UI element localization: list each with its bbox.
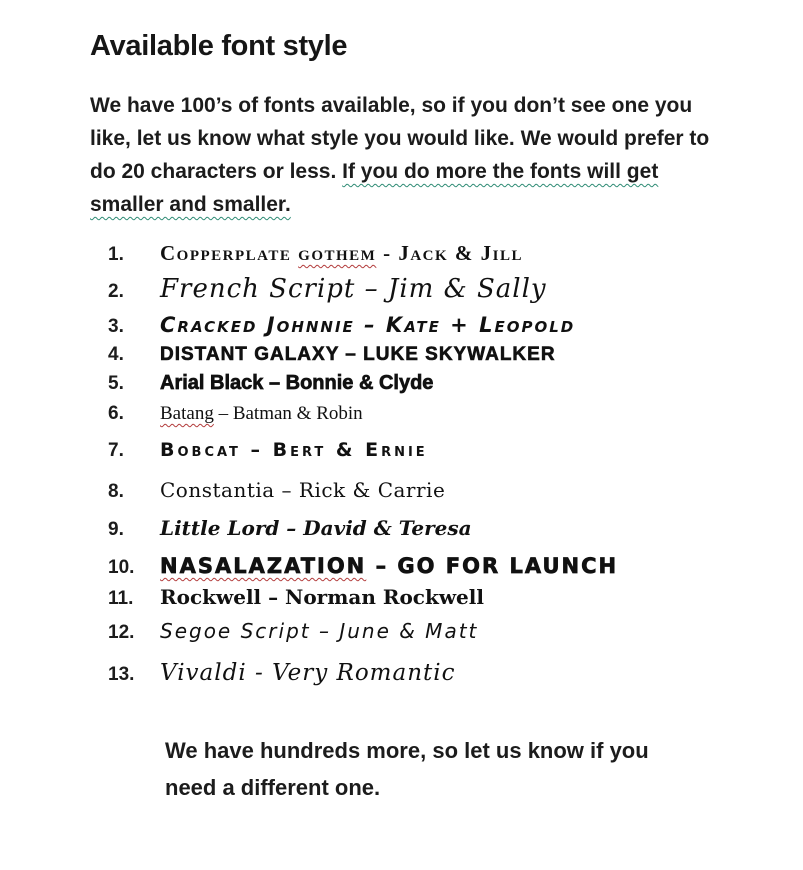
sample-pre: Little Lord – David & Teresa — [160, 516, 472, 540]
list-number: 12. — [108, 622, 135, 643]
font-sample-text — [160, 554, 618, 578]
intro-text: We have 100’s of fonts available, so if you don’t see one you like, let us know what style you would like. We would prefer to do 20 characters or less. — [90, 94, 710, 183]
font-list-item-7 — [108, 439, 715, 462]
font-list-item-11 — [108, 585, 715, 610]
list-number: 1. — [108, 244, 124, 265]
list-number: 10. — [108, 557, 135, 578]
sample-pre: French Script – Jim & Sally — [160, 274, 547, 304]
font-sample-text — [160, 439, 428, 461]
font-sample-list — [108, 241, 715, 686]
misspelled-word: gothem — [298, 241, 377, 265]
list-number: 3. — [108, 316, 124, 337]
sample-pre: Arial Black – Bonnie & Clyde — [160, 372, 434, 394]
list-number: 13. — [108, 664, 135, 685]
font-sample-text — [160, 585, 484, 609]
list-number: 6. — [108, 403, 124, 424]
font-list-item-13 — [108, 660, 715, 686]
outro-paragraph: We have hundreds more, so let us know if you need a different one. — [165, 738, 649, 800]
font-list-item-6 — [108, 403, 715, 425]
sample-pre: DISTANT GALAXY – LUKE SKYWALKER — [160, 344, 556, 365]
font-sample-text — [160, 241, 523, 266]
list-number: 11. — [108, 588, 134, 609]
sample-pre: Vivaldi - Very Romantic — [160, 660, 456, 686]
font-list-item-3 — [108, 313, 715, 338]
font-list-item-10 — [108, 554, 715, 579]
font-sample-text — [160, 516, 472, 540]
list-number: 8. — [108, 481, 124, 502]
sample-post: – GO FOR LAUNCH — [366, 554, 619, 578]
sample-pre: Constantia – Rick & Carrie — [160, 478, 446, 502]
font-list-item-1 — [108, 241, 715, 266]
font-list-item-4 — [108, 344, 715, 366]
font-sample-text — [160, 403, 363, 425]
list-number: 5. — [108, 373, 124, 394]
sample-pre: Rockwell – Norman Rockwell — [160, 585, 484, 609]
font-sample-text — [160, 313, 575, 337]
list-number: 4. — [108, 344, 124, 365]
list-number: 9. — [108, 519, 124, 540]
misspelled-word: NASALAZATION — [160, 554, 367, 578]
sample-post: – Batman & Robin — [213, 403, 363, 424]
font-sample-text — [160, 619, 478, 643]
list-number: 2. — [108, 281, 124, 302]
font-sample-text — [160, 372, 433, 395]
sample-pre: Segoe Script – June & Matt — [160, 619, 479, 643]
font-list-item-5 — [108, 372, 715, 395]
page-title: Available font style — [90, 30, 348, 62]
font-sample-text — [160, 344, 556, 366]
sample-pre: Cracked Johnnie – Kate + Leopold — [160, 313, 576, 337]
font-list-item-8 — [108, 478, 715, 503]
font-sample-text — [160, 660, 456, 686]
intro-paragraph — [90, 89, 712, 221]
font-sample-text — [160, 274, 547, 304]
font-list-item-12 — [108, 619, 715, 644]
misspelled-word: Batang — [160, 403, 214, 424]
font-list-item-2 — [108, 274, 715, 304]
sample-pre: Bobcat – Bert & Ernie — [160, 439, 428, 461]
grammar-underlined-text: If you do more the fonts will get smaller and smaller. — [90, 160, 659, 216]
font-sample-text — [160, 478, 445, 502]
sample-pre: Copperplate — [160, 241, 299, 265]
sample-post: - Jack & Jill — [376, 241, 523, 265]
font-list-item-9 — [108, 516, 715, 541]
list-number: 7. — [108, 440, 124, 461]
